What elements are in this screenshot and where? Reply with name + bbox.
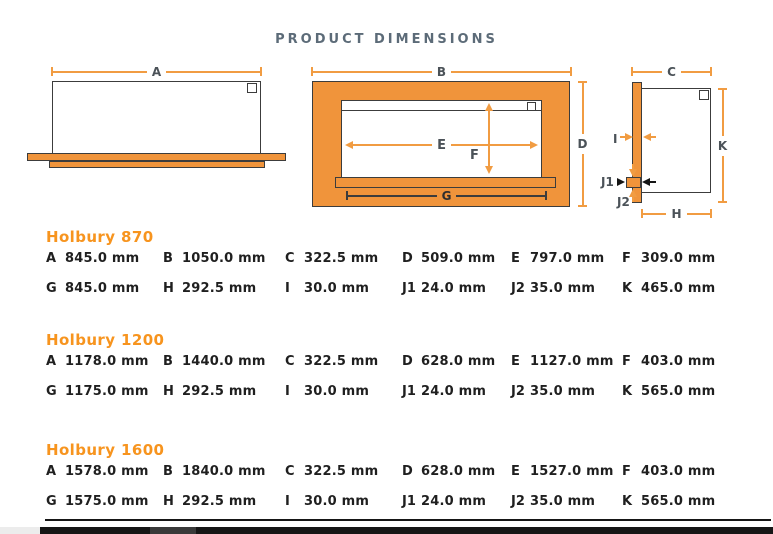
footer-bar-segment [0, 527, 40, 534]
dimension-label-e: E [437, 137, 446, 153]
dim-value: 403.0 mm [641, 464, 716, 479]
footer-divider [45, 519, 771, 521]
dim-label: J2 [511, 384, 525, 399]
dim-value: 292.5 mm [182, 494, 257, 509]
j1-pointer-right [642, 178, 656, 186]
ruler-line [722, 156, 724, 202]
dim-value: 322.5 mm [304, 251, 379, 266]
ruler-line [166, 71, 260, 73]
dim-label: B [163, 354, 173, 369]
dimension-label-a: A [151, 64, 162, 79]
dimension-label-i: I [613, 132, 618, 146]
dim-value: 1050.0 mm [182, 251, 266, 266]
dim-label: E [511, 354, 520, 369]
dim-value: 35.0 mm [530, 281, 596, 296]
dim-value: 1178.0 mm [65, 354, 149, 369]
dim-value: 309.0 mm [641, 251, 716, 266]
dim-value: 292.5 mm [182, 384, 257, 399]
arrow-line [632, 197, 634, 202]
dim-label: F [622, 251, 631, 266]
dimension-label-j2: J2 [617, 195, 630, 209]
arrowhead-left-icon [345, 141, 353, 149]
dim-h [163, 281, 285, 296]
footer-bar-segment [40, 527, 150, 534]
corner-detail-square [247, 83, 257, 93]
dim-label: G [46, 494, 57, 509]
j1-pointer [617, 178, 625, 186]
dim-label: E [511, 464, 520, 479]
dim-d [402, 464, 511, 479]
dim-a [46, 354, 163, 369]
shelf-base-bar [49, 161, 265, 168]
dim-e [511, 464, 622, 479]
dim-b [163, 354, 285, 369]
dim-value: 1578.0 mm [65, 464, 149, 479]
dimension-ruler-c [631, 64, 712, 79]
dim-i [285, 281, 402, 296]
dim-f [622, 354, 758, 369]
dimension-ruler-a [51, 64, 262, 79]
dim-value: 30.0 mm [304, 281, 370, 296]
j-arrow-up [629, 189, 637, 202]
dim-a [46, 464, 163, 479]
dimension-row [46, 354, 758, 369]
dimension-label-d: D [577, 137, 588, 151]
dim-i [285, 494, 402, 509]
ruler-tick [710, 209, 712, 218]
ruler-line [313, 71, 432, 73]
dim-value: 35.0 mm [530, 494, 596, 509]
ruler-tick [578, 205, 587, 207]
j-arrow-down [629, 164, 637, 177]
dim-label: I [285, 494, 290, 509]
dim-e [511, 354, 622, 369]
dim-label: E [511, 251, 520, 266]
ruler-line [633, 71, 662, 73]
ruler-line [451, 71, 570, 73]
dim-label: H [163, 384, 174, 399]
dim-label: C [285, 354, 295, 369]
dim-value: 1527.0 mm [530, 464, 614, 479]
ruler-line [456, 195, 545, 197]
dim-value: 292.5 mm [182, 281, 257, 296]
dim-value: 24.0 mm [421, 384, 487, 399]
dim-value: 465.0 mm [641, 281, 716, 296]
dim-h [163, 384, 285, 399]
dim-value: 403.0 mm [641, 354, 716, 369]
arrow-line [353, 144, 432, 146]
dim-value: 30.0 mm [304, 384, 370, 399]
dim-g [46, 384, 163, 399]
ruler-tick [260, 67, 262, 76]
dim-label: I [285, 281, 290, 296]
ruler-line [687, 213, 710, 215]
dimension-ruler-g [346, 188, 547, 203]
dim-value: 1840.0 mm [182, 464, 266, 479]
dim-label: A [46, 251, 57, 266]
dim-label: J1 [402, 494, 416, 509]
i-arrow-right [643, 133, 656, 141]
ruler-tick [718, 201, 727, 203]
dim-j1 [402, 494, 511, 509]
dim-d [402, 354, 511, 369]
dim-value: 24.0 mm [421, 281, 487, 296]
firebox-outline [52, 81, 261, 154]
dimension-arrow-e [345, 138, 538, 152]
dim-value: 1127.0 mm [530, 354, 614, 369]
dim-k [622, 281, 758, 296]
dim-f [622, 464, 758, 479]
dim-c [285, 251, 402, 266]
dim-c [285, 354, 402, 369]
arrowhead-right-icon [530, 141, 538, 149]
dimension-row [46, 251, 758, 266]
dimension-row [46, 281, 758, 296]
dim-value: 628.0 mm [421, 354, 496, 369]
dim-value: 24.0 mm [421, 494, 487, 509]
dim-label: K [622, 281, 633, 296]
arrowhead-right-icon [617, 178, 625, 186]
dim-label: K [622, 384, 633, 399]
dimension-label-c: C [667, 64, 676, 79]
dimension-ruler-d [575, 81, 590, 207]
arrowhead-right-icon [625, 133, 633, 141]
arrowhead-up-icon [629, 189, 637, 197]
dimension-label-k: K [717, 138, 728, 153]
dim-label: F [622, 354, 631, 369]
dimension-label-j1: J1 [601, 175, 614, 189]
corner-detail-square [527, 102, 536, 111]
dimension-label-g: G [441, 188, 452, 203]
dim-label: J1 [402, 281, 416, 296]
dim-k [622, 384, 758, 399]
dimension-ruler-h [641, 206, 712, 221]
frame-bottom-bar [335, 177, 556, 188]
arrowhead-down-icon [629, 169, 637, 177]
dim-k [622, 494, 758, 509]
ruler-tick [710, 67, 712, 76]
dim-e [511, 251, 622, 266]
dimension-ruler-b [311, 64, 572, 79]
dim-i [285, 384, 402, 399]
dim-label: F [622, 464, 631, 479]
dim-value: 322.5 mm [304, 354, 379, 369]
footer-bar-segment [196, 527, 773, 534]
dim-h [163, 494, 285, 509]
opening-top-strip [342, 101, 541, 111]
ruler-line [348, 195, 437, 197]
footer-bar-segment [150, 527, 196, 534]
dim-j2 [511, 494, 622, 509]
dimension-row [46, 464, 758, 479]
ruler-line [582, 83, 584, 134]
arrowhead-left-icon [642, 178, 650, 186]
dim-value: 797.0 mm [530, 251, 605, 266]
dimension-ruler-k [715, 88, 730, 203]
arrow-line [650, 181, 656, 183]
corner-detail-square [699, 90, 709, 100]
dim-value: 30.0 mm [304, 494, 370, 509]
dim-value: 628.0 mm [421, 464, 496, 479]
dim-j1 [402, 281, 511, 296]
dim-j1 [402, 384, 511, 399]
dim-label: G [46, 384, 57, 399]
ruler-tick [545, 191, 547, 200]
dim-value: 509.0 mm [421, 251, 496, 266]
dim-value: 845.0 mm [65, 281, 140, 296]
dim-label: C [285, 251, 295, 266]
dim-value: 565.0 mm [641, 494, 716, 509]
dimension-label-f: F [470, 148, 479, 163]
dim-j2 [511, 384, 622, 399]
model-heading: Holbury 1200 [46, 331, 165, 349]
model-heading: Holbury 870 [46, 228, 154, 246]
ruler-line [681, 71, 710, 73]
dim-label: D [402, 464, 413, 479]
dim-j2 [511, 281, 622, 296]
arrowhead-up-icon [485, 103, 493, 111]
dim-label: K [622, 494, 633, 509]
arrowhead-down-icon [485, 166, 493, 174]
shelf-top-bar [27, 153, 286, 161]
dim-label: G [46, 281, 57, 296]
ruler-line [53, 71, 147, 73]
arrow-line [488, 111, 490, 166]
dim-b [163, 464, 285, 479]
dim-g [46, 494, 163, 509]
arrowhead-left-icon [643, 133, 651, 141]
dim-label: D [402, 354, 413, 369]
dim-value: 1175.0 mm [65, 384, 149, 399]
page-title: PRODUCT DIMENSIONS [275, 32, 498, 47]
dimension-arrow-f [482, 103, 496, 174]
dim-value: 35.0 mm [530, 384, 596, 399]
dim-label: B [163, 251, 173, 266]
dimension-label-b: B [436, 64, 447, 79]
dim-a [46, 251, 163, 266]
model-heading: Holbury 1600 [46, 441, 165, 459]
dim-label: J2 [511, 281, 525, 296]
dim-value: 1575.0 mm [65, 494, 149, 509]
dim-label: B [163, 464, 173, 479]
ruler-line [643, 213, 666, 215]
dimension-row [46, 384, 758, 399]
dim-value: 322.5 mm [304, 464, 379, 479]
dimension-row [46, 494, 758, 509]
dim-f [622, 251, 758, 266]
dim-label: A [46, 354, 57, 369]
dim-value: 1440.0 mm [182, 354, 266, 369]
dim-b [163, 251, 285, 266]
arrow-line [651, 136, 656, 138]
dim-label: H [163, 281, 174, 296]
dim-value: 845.0 mm [65, 251, 140, 266]
dim-label: J1 [402, 384, 416, 399]
dim-label: C [285, 464, 295, 479]
dim-label: J2 [511, 494, 525, 509]
dimension-label-h: H [671, 206, 682, 221]
i-arrow-left [620, 133, 633, 141]
dim-label: D [402, 251, 413, 266]
ruler-line [722, 90, 724, 136]
mounting-block [626, 177, 641, 188]
ruler-line [582, 154, 584, 205]
dim-label: A [46, 464, 57, 479]
dim-c [285, 464, 402, 479]
dim-g [46, 281, 163, 296]
dim-value: 565.0 mm [641, 384, 716, 399]
dim-label: H [163, 494, 174, 509]
ruler-tick [570, 67, 572, 76]
dim-label: I [285, 384, 290, 399]
dim-d [402, 251, 511, 266]
